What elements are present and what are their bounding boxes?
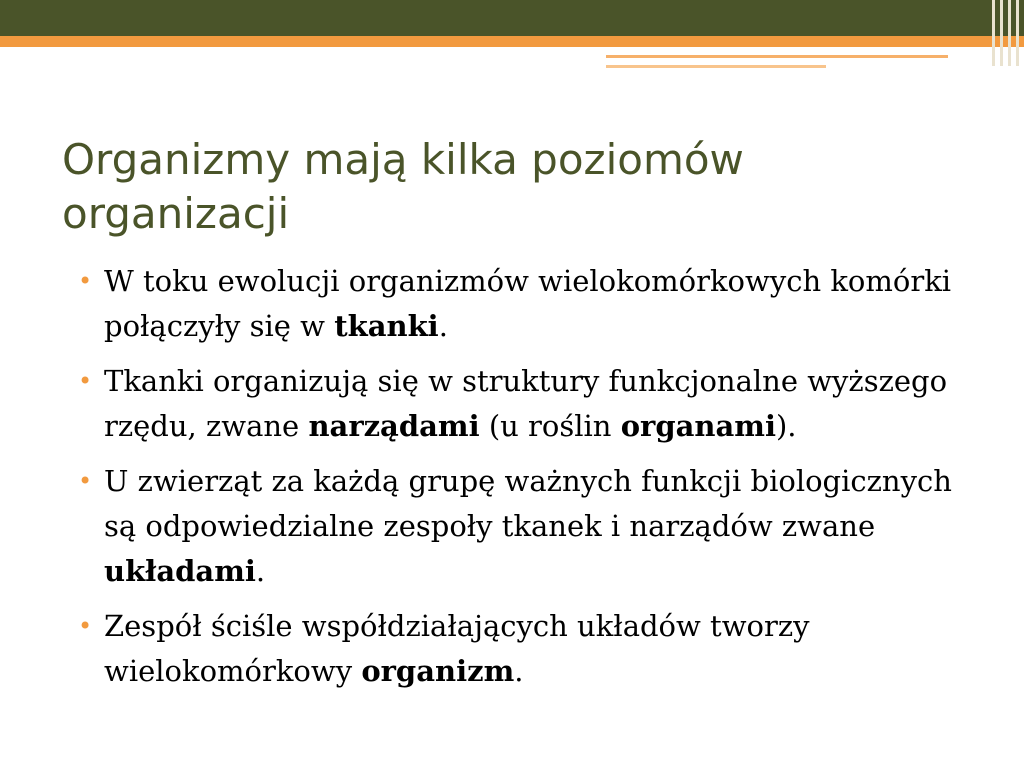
bullet-dot-icon: • xyxy=(78,267,93,295)
bullet-item xyxy=(78,459,978,594)
key-term: narządami xyxy=(308,409,480,443)
decorative-stripes xyxy=(988,0,1024,66)
bullet-dot-icon: • xyxy=(78,612,93,640)
bullet-text: Tkanki organizują się w struktury funkcjonalne wyższego rzędu, zwane xyxy=(104,364,948,443)
bullet-item xyxy=(78,359,978,449)
bullet-text: Zespół ściśle współdziałających układów tworzy wielokomórkowy xyxy=(104,609,810,688)
bullet-item xyxy=(78,259,978,349)
bullet-text: . xyxy=(438,309,448,343)
bullet-list xyxy=(78,259,978,704)
bullet-item xyxy=(78,604,978,694)
bullet-dot-icon: • xyxy=(78,467,93,495)
slide-title-line-1: Organizmy mają kilka poziomów xyxy=(62,135,744,184)
header-band xyxy=(0,0,1024,36)
decorative-line xyxy=(606,55,948,58)
header-accent-band xyxy=(0,36,1024,47)
key-term: organizm xyxy=(361,654,515,688)
slide-title xyxy=(62,133,962,241)
slide-title-line-2: organizacji xyxy=(62,189,290,238)
bullet-text: . xyxy=(255,554,266,588)
bullet-text: . xyxy=(514,654,524,688)
bullet-text: (u roślin xyxy=(479,409,621,443)
bullet-text: W toku ewolucji organizmów wielokomórkowych komórki połączyły się w xyxy=(104,264,952,343)
bullet-dot-icon: • xyxy=(78,367,93,395)
key-term: układami xyxy=(104,554,256,588)
bullet-text: ). xyxy=(775,409,797,443)
key-term: tkanki xyxy=(334,309,439,343)
bullet-text: U zwierząt za każdą grupę ważnych funkcji biologicznych są odpowiedzialne zespoły tkanek i narządów zwane xyxy=(104,464,952,543)
decorative-line xyxy=(606,65,826,68)
key-term: organami xyxy=(620,409,776,443)
